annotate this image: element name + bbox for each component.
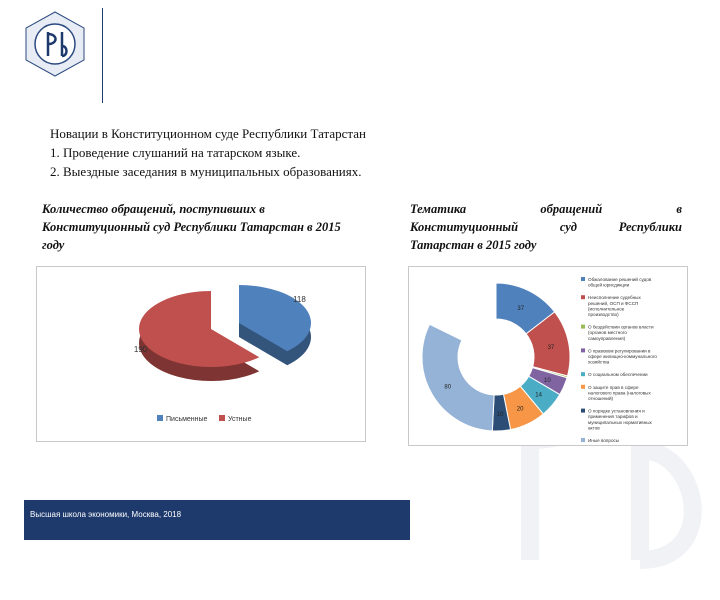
donut-legend-label-6: О порядке установления и применения тарифов и муниципальных нормативных актов [588,408,652,431]
topics-donut-svg [409,267,687,445]
donut-data-label-3: 10 [544,378,551,385]
right-caption-word: Конституционный [410,220,519,234]
right-caption-word: Республики [618,220,682,234]
right-caption-word: в [676,202,682,216]
donut-data-label-7: 80 [444,384,452,391]
donut-legend-label-3: О правовом регулировании в сфере жилищно-коммунального хозяйства [588,348,657,365]
donut-legend-label-4: О социальном обеспечении [588,372,648,378]
intro-block [50,124,366,181]
pie-legend-label-1: Устные [228,416,252,423]
donut-legend-swatch-3 [581,348,585,352]
pie-legend-swatch-0 [157,415,163,421]
pie-data-label-0: 118 [293,294,306,304]
pie-legend-label-0: Письменные [166,416,208,423]
donut-legend-swatch-5 [581,385,585,389]
donut-legend-label-0: Обжалование решений судов общей юрисдикции [588,277,652,288]
left-chart-caption: Количество обращений, поступивших в Конституционный суд Республики Татарстан в 2015 году [42,202,341,252]
donut-data-label-1: 37 [547,344,555,351]
intro-item-1: 1. Проведение слушаний на татарском языке. [50,145,301,160]
header-divider [102,8,103,103]
right-chart-caption [410,200,682,254]
donut-legend-swatch-6 [581,409,585,413]
donut-data-label-6: 10 [496,411,504,418]
right-caption-word: суд [559,220,578,234]
hse-logo [22,10,88,88]
donut-legend-label-2: О бездействии органов власти (органов местного самоуправления) [588,324,654,341]
donut-data-label-5: 20 [516,406,524,413]
donut-legend-swatch-2 [581,325,585,329]
donut-legend-swatch-4 [581,372,585,376]
donut-legend-swatch-1 [581,295,585,299]
footer-bar [24,500,410,540]
donut-legend-swatch-7 [581,438,585,442]
pie-data-label-1: 190 [133,345,148,355]
donut-data-label-4: 14 [535,392,542,399]
intro-title: Новации в Конституционном суде Республики Татарстан [50,126,366,141]
right-caption-word: Тематика [410,202,467,216]
appeals-pie-svg [37,267,365,441]
appeals-count-chart [36,266,366,442]
donut-legend-swatch-0 [581,277,585,281]
right-caption-word: Татарстан в 2015 году [410,238,537,252]
appeals-topics-chart [408,266,688,446]
right-caption-line-3 [410,236,682,254]
donut-legend-label-7: Иные вопросы [588,438,620,443]
right-caption-line-2 [410,218,682,236]
donut-legend-label-5: О защите прав в сфере налогового права (налоговых отношений) [588,384,651,401]
footer-text: Высшая школа экономики, Москва, 2018 [30,510,182,519]
donut-legend-label-1: Неисполнение судебных решений, ОСП и ФССП (исполнительное производство) [588,295,641,317]
pie-legend-swatch-1 [219,415,225,421]
right-caption-word: обращений [540,202,603,216]
donut-data-label-0: 37 [517,305,525,312]
intro-item-2: 2. Выездные заседания в муниципальных образованиях. [50,164,362,179]
right-caption-line-1 [410,200,682,218]
donut-segment-7 [422,324,494,431]
